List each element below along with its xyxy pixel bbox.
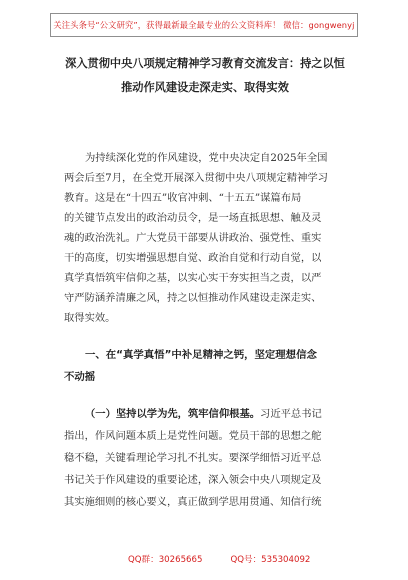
intro-line: 两会后至7月，在全党开展深入贯彻中央八项规定精神学习 bbox=[64, 172, 328, 184]
intro-line: 干的高度，切实增强思想自觉、政治自觉和行动自觉，以 bbox=[64, 252, 322, 264]
subsection-1-text: 习近平总书记 bbox=[260, 408, 322, 420]
subsection-1-heading: （一）坚持以学为先，筑牢信仰根基。 bbox=[85, 408, 261, 420]
subsection-1-first-line bbox=[85, 404, 350, 424]
footer-contact bbox=[128, 553, 338, 565]
subsection-1-line: 稳不稳，关键看理论学习扎不扎实。要深学细悟习近平总 bbox=[64, 452, 322, 464]
subsection-1-line: 其实施细则的核心要义，真正做到学思用贯通、知信行统 bbox=[64, 496, 322, 508]
intro-line: 守严防涵养清廉之风，持之以恒推动作风建设走深走实、 bbox=[64, 292, 322, 304]
intro-line: 取得实效。 bbox=[64, 312, 116, 324]
section-1-heading-line-2: 不动摇 bbox=[64, 371, 96, 383]
document-title-line-2: 推动作风建设走深走实、取得实效 bbox=[121, 81, 289, 94]
header-banner: 关注头条号“公文研究”，获得最新最全最专业的公文资料库！ 微信：gongwenyj bbox=[50, 13, 358, 37]
intro-line: 真学真悟筑牢信仰之基，以实心实干夯实担当之责，以严 bbox=[64, 272, 322, 284]
intro-line: 魂的政治洗礼。广大党员干部要从讲政治、强党性、重实 bbox=[64, 232, 322, 244]
subsection-1-line: 书记关于作风建设的重要论述，深入领会中央八项规定及 bbox=[64, 474, 322, 486]
section-1-heading-line-1: 一、在“真学真悟”中补足精神之钙，坚定理想信念 bbox=[85, 349, 317, 361]
intro-line: 的关键节点发出的政治动员令，是一场直抵思想、触及灵 bbox=[64, 212, 322, 224]
footer-qq-group: QQ群：30265665 bbox=[128, 555, 203, 565]
intro-line: 教育。这是在“十四五”收官冲刺、“十五五”谋篇布局 bbox=[64, 192, 302, 204]
subsection-1-line: 指出，作风问题本质上是党性问题。党员干部的思想之舵 bbox=[64, 430, 322, 442]
footer-qq-number: QQ号：535304092 bbox=[230, 555, 311, 565]
intro-line: 为持续深化党的作风建设，党中央决定自2025年全国 bbox=[85, 152, 328, 164]
document-title-line-1: 深入贯彻中央八项规定精神学习教育交流发言：持之以恒 bbox=[65, 57, 345, 70]
